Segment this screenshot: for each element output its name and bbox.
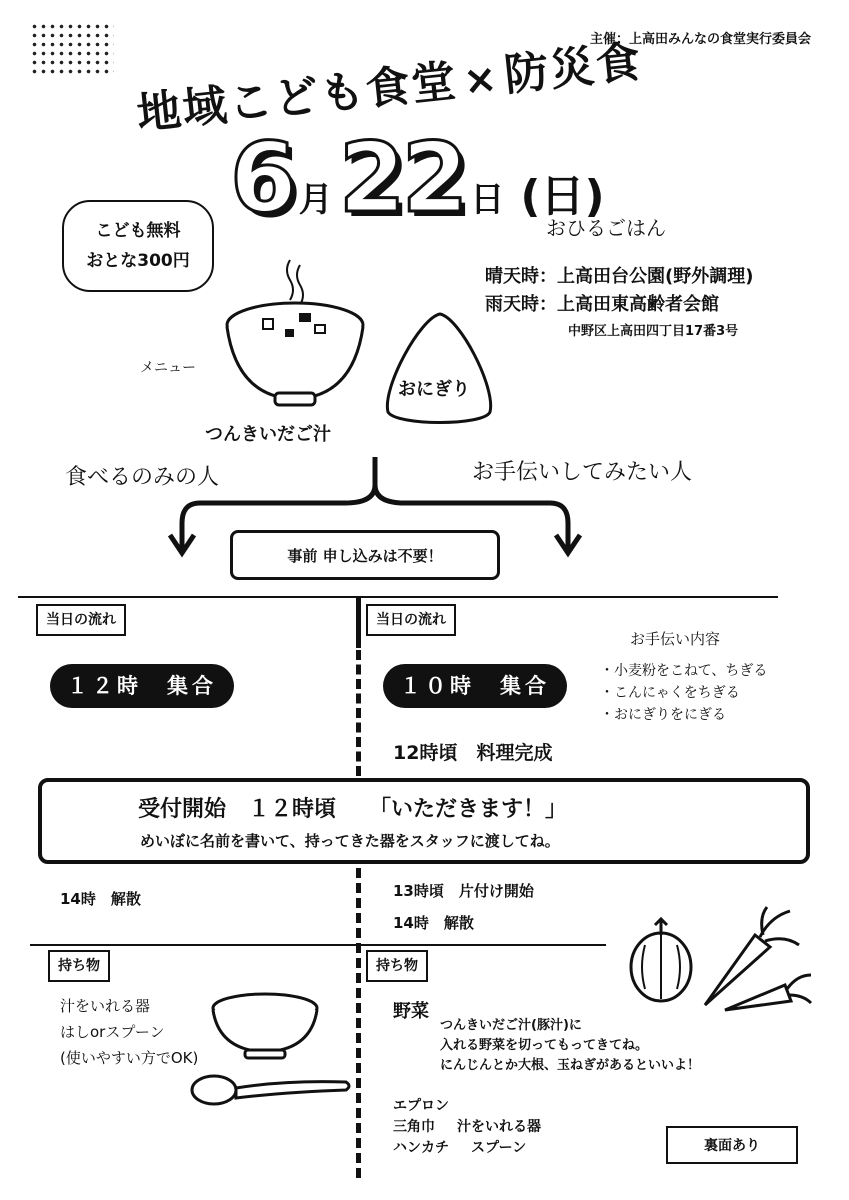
date-weekday: (日) xyxy=(520,171,605,222)
help-list xyxy=(600,660,767,726)
bowl-icon xyxy=(205,990,325,1065)
item-utensil: はしorスプーン xyxy=(60,1023,165,1041)
eat-only-label: 食べるのみの人 xyxy=(65,465,220,490)
price-kids: こども無料 xyxy=(95,221,181,241)
onigiri-icon xyxy=(380,308,500,428)
column-divider-dashed xyxy=(356,868,361,1178)
dot-pattern xyxy=(30,22,114,78)
back-side-note: 裏面あり xyxy=(666,1126,798,1164)
date-day-unit: 日 xyxy=(470,180,505,220)
date-month: 6 xyxy=(230,122,293,234)
location-fine: 晴天時：上高田台公園(野外調理) xyxy=(485,266,754,287)
left-gather-pill: １２時 集合 xyxy=(50,664,234,708)
veg-note-line: つんきいだご汁(豚汁)に xyxy=(440,1018,582,1033)
right-items-tag: 持ち物 xyxy=(366,950,428,982)
price-adults: おとな300円 xyxy=(86,251,190,271)
left-flow-tag: 当日の流れ xyxy=(36,604,126,636)
item-row xyxy=(393,1138,541,1159)
item-note: (使いやすい方でOK) xyxy=(60,1049,199,1067)
veg-note xyxy=(440,1016,700,1076)
title-part2: 防災食 xyxy=(501,36,645,102)
right-items-list xyxy=(393,1096,541,1159)
helper-label: お手伝いしてみたい人 xyxy=(472,460,693,485)
right-flow-tag: 当日の流れ xyxy=(366,604,456,636)
left-dismiss-text: 14時 解散 xyxy=(60,890,141,908)
item-bandana: 三角巾 xyxy=(393,1119,435,1135)
location-rain: 雨天時：上高田東高齢者会館 xyxy=(485,294,719,315)
left-items-list xyxy=(60,993,198,1071)
column-divider xyxy=(356,598,361,648)
help-title: お手伝い内容 xyxy=(630,630,721,648)
veg-label: 野菜 xyxy=(393,1001,429,1022)
item-bowl: 汁をいれる器 xyxy=(457,1119,541,1135)
reception-main: 受付開始 １２時頃 「いただきます！」 xyxy=(138,797,568,822)
cleanup-text: 13時頃 片付け開始 xyxy=(393,882,534,900)
right-gather-pill: １０時 集合 xyxy=(383,664,567,708)
menu-label: メニュー xyxy=(140,360,196,376)
reception-sub: めいぼに名前を書いて、持ってきた器をスタッフに渡してね。 xyxy=(140,832,560,850)
list-item: ・ おにぎりをにぎる xyxy=(600,704,767,726)
no-application-box: 事前 申し込みは不要！ xyxy=(230,530,500,580)
right-dismiss-text: 14時 解散 xyxy=(393,914,474,932)
title-part1: 地域こども食堂 xyxy=(134,55,461,141)
list-item: ・ こんにゃくをちぎる xyxy=(600,682,767,704)
organizer-text: 主催：上高田みんなの食堂実行委員会 xyxy=(589,32,811,47)
date-day: 22 xyxy=(338,122,465,234)
section-divider xyxy=(18,596,778,598)
list-item: ・ 小麦粉をこねて、ちぎる xyxy=(600,660,767,682)
address: 中野区上高田四丁目17番3号 xyxy=(568,324,739,339)
spoon-icon xyxy=(188,1068,353,1113)
column-divider-dashed xyxy=(356,650,361,776)
soup-name: つんきいだご汁 xyxy=(205,424,331,445)
vegetables-icon xyxy=(625,905,825,1025)
cook-done-text: 12時頃 料理完成 xyxy=(393,742,553,764)
price-bubble xyxy=(62,200,214,292)
section-divider xyxy=(30,944,606,946)
title-cross: × xyxy=(461,55,502,105)
date-month-unit: 月 xyxy=(298,180,333,220)
onigiri-label: おにぎり xyxy=(398,379,470,400)
item-apron: エプロン xyxy=(393,1098,449,1114)
item-row xyxy=(393,1117,541,1138)
left-items-tag: 持ち物 xyxy=(48,950,110,982)
soup-bowl-icon xyxy=(215,255,375,415)
item-spoon: スプーン xyxy=(471,1140,527,1156)
item-handkerchief: ハンカチ xyxy=(393,1140,449,1156)
veg-note-line: 入れる野菜を切ってもってきてね。 xyxy=(440,1038,649,1053)
item-bowl: 汁をいれる器 xyxy=(60,997,151,1015)
veg-note-line: にんじんとか大根、玉ねぎがあるといいよ！ xyxy=(440,1058,701,1073)
meal-time: おひるごはん xyxy=(546,216,666,240)
